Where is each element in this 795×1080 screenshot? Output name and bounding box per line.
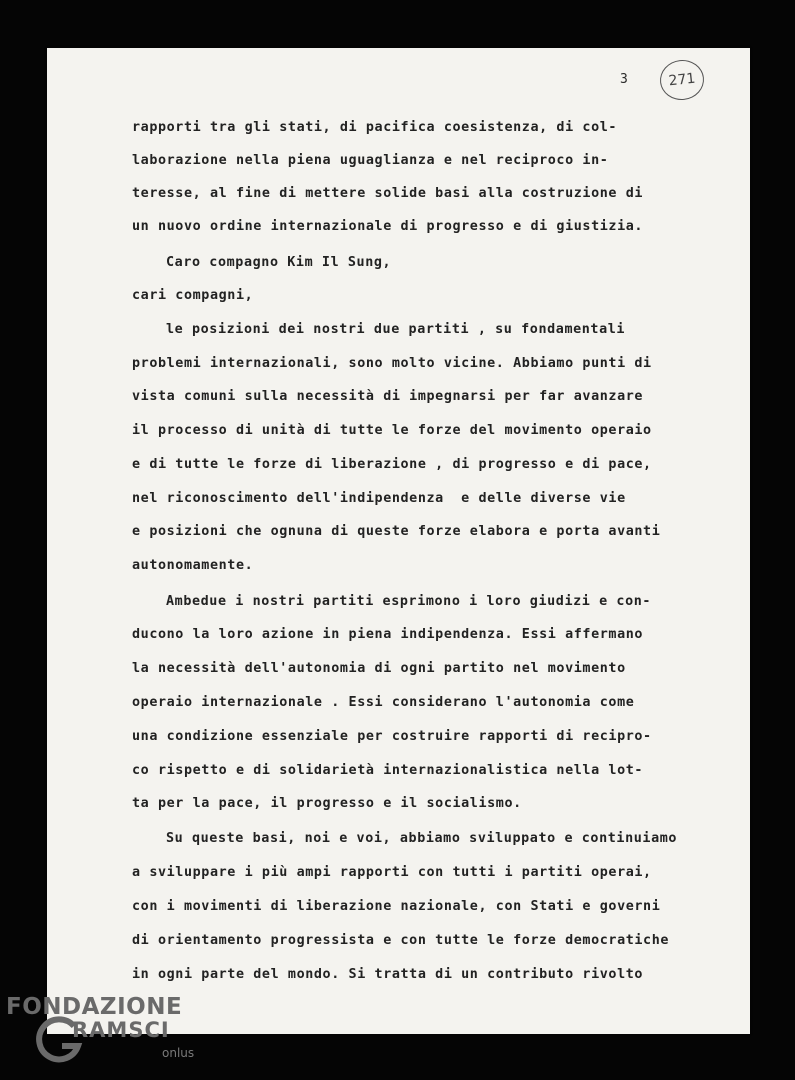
- fondazione-gramsci-logo: [4, 990, 204, 1070]
- salutation-line: cari compagni,: [132, 288, 254, 303]
- text-line: vista comuni sulla necessità di impegnarsi per far avanzare: [132, 389, 644, 404]
- text-line: teresse, al fine di mettere solide basi alla costruzione di: [132, 186, 644, 201]
- text-line: ta per la pace, il progresso e il socialismo.: [132, 796, 522, 811]
- text-line: ducono la loro azione in piena indipendenza. Essi affermano: [132, 627, 644, 642]
- text-line: una condizione essenziale per costruire rapporti di recipro-: [132, 729, 652, 744]
- salutation-line: Caro compagno Kim Il Sung,: [166, 255, 392, 270]
- text-line: autonomamente.: [132, 558, 254, 573]
- text-line: Ambedue i nostri partiti esprimono i loro giudizi e con-: [166, 594, 652, 609]
- archive-number-stamp: 271: [658, 58, 706, 102]
- text-line: co rispetto e di solidarietà internazionalistica nella lot-: [132, 763, 644, 778]
- text-line: e posizioni che ognuna di queste forze elabora e porta avanti: [132, 524, 661, 539]
- text-line: in ogni parte del mondo. Si tratta di un contributo rivolto: [132, 967, 644, 982]
- text-line: rapporti tra gli stati, di pacifica coesistenza, di col-: [132, 120, 618, 135]
- text-line: di orientamento progressista e con tutte le forze democratiche: [132, 933, 670, 948]
- logo-suffix: onlus: [162, 1046, 195, 1060]
- document-page: [47, 48, 750, 1034]
- text-line: un nuovo ordine internazionale di progresso e di giustizia.: [132, 219, 644, 234]
- text-line: e di tutte le forze di liberazione , di progresso e di pace,: [132, 457, 652, 472]
- text-line: con i movimenti di liberazione nazionale, con Stati e governi: [132, 899, 661, 914]
- logo-subtitle: RAMSCI: [72, 1018, 170, 1042]
- text-line: nel riconoscimento dell'indipendenza e delle diverse vie: [132, 491, 626, 506]
- text-line: le posizioni dei nostri due partiti , su fondamentali: [166, 322, 626, 337]
- text-line: la necessità dell'autonomia di ogni partito nel movimento: [132, 661, 626, 676]
- text-line: laborazione nella piena uguaglianza e nel reciproco in-: [132, 153, 609, 168]
- text-line: il processo di unità di tutte le forze del movimento operaio: [132, 423, 652, 438]
- text-line: Su queste basi, noi e voi, abbiamo sviluppato e continuiamo: [166, 831, 678, 846]
- page-number: 3: [620, 72, 628, 87]
- text-line: operaio internazionale . Essi considerano l'autonomia come: [132, 695, 635, 710]
- text-line: a sviluppare i più ampi rapporti con tutti i partiti operai,: [132, 865, 652, 880]
- text-line: problemi internazionali, sono molto vicine. Abbiamo punti di: [132, 356, 652, 371]
- logo-title: FONDAZIONE: [6, 994, 183, 1020]
